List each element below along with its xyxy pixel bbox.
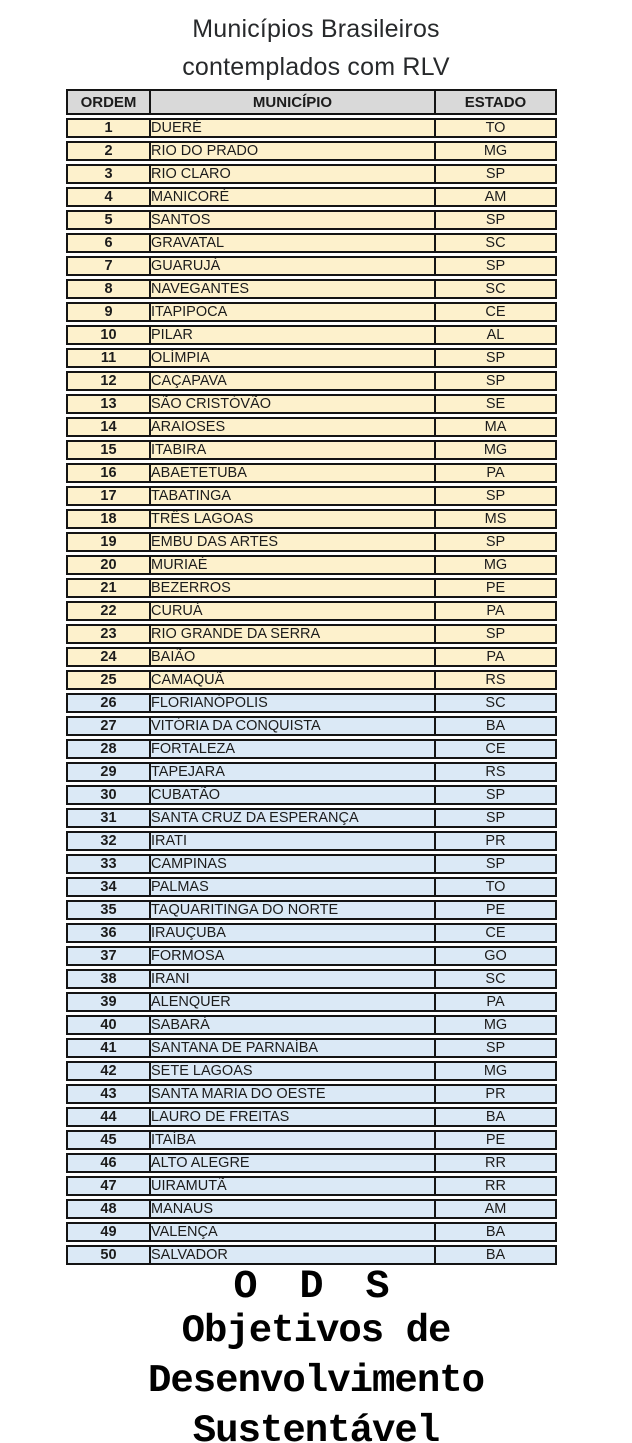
- municipio-cell: IRANI: [151, 969, 436, 989]
- estado-cell: MG: [436, 440, 557, 460]
- ordem-cell: 32: [66, 831, 151, 851]
- table-row: [66, 1107, 557, 1127]
- ordem-cell: 2: [66, 141, 151, 161]
- ods-line-2: Desenvolvimento: [147, 1359, 485, 1403]
- estado-cell: AM: [436, 1199, 557, 1219]
- ordem-cell: 45: [66, 1130, 151, 1150]
- ordem-cell: 36: [66, 923, 151, 943]
- table-row: [66, 1015, 557, 1035]
- ordem-cell: 1: [66, 118, 151, 138]
- estado-cell: SP: [436, 486, 557, 506]
- table-row: [66, 279, 557, 299]
- ordem-cell: 3: [66, 164, 151, 184]
- estado-cell: PE: [436, 578, 557, 598]
- estado-cell: CE: [436, 302, 557, 322]
- ods-line-3: Sustentável: [192, 1409, 440, 1443]
- table-row: [66, 256, 557, 276]
- table-row: [66, 1176, 557, 1196]
- municipio-cell: SABARÁ: [151, 1015, 436, 1035]
- estado-cell: PE: [436, 900, 557, 920]
- estado-cell: CE: [436, 923, 557, 943]
- municipio-cell: TAPEJARA: [151, 762, 436, 782]
- estado-cell: SP: [436, 808, 557, 828]
- ordem-cell: 40: [66, 1015, 151, 1035]
- municipios-table: [66, 86, 557, 1268]
- table-row: [66, 1199, 557, 1219]
- municipio-cell: FLORIANÓPOLIS: [151, 693, 436, 713]
- estado-cell: PA: [436, 463, 557, 483]
- table-row: [66, 900, 557, 920]
- table-row: [66, 302, 557, 322]
- table-row: [66, 440, 557, 460]
- table-row: [66, 762, 557, 782]
- ordem-cell: 16: [66, 463, 151, 483]
- estado-cell: SP: [436, 624, 557, 644]
- page-title-line-1: Municípios Brasileiros: [192, 15, 440, 43]
- estado-cell: AM: [436, 187, 557, 207]
- municipio-cell: SALVADOR: [151, 1245, 436, 1265]
- estado-cell: MG: [436, 141, 557, 161]
- municipio-cell: IRAUÇUBA: [151, 923, 436, 943]
- ordem-cell: 24: [66, 647, 151, 667]
- municipio-cell: PILAR: [151, 325, 436, 345]
- municipio-cell: CAMAQUÃ: [151, 670, 436, 690]
- ordem-cell: 18: [66, 509, 151, 529]
- municipio-cell: ITAÍBA: [151, 1130, 436, 1150]
- ordem-cell: 46: [66, 1153, 151, 1173]
- municipio-cell: TABATINGA: [151, 486, 436, 506]
- table-row: [66, 210, 557, 230]
- estado-cell: RS: [436, 670, 557, 690]
- ordem-cell: 6: [66, 233, 151, 253]
- table-row: [66, 854, 557, 874]
- estado-cell: PE: [436, 1130, 557, 1150]
- estado-cell: MS: [436, 509, 557, 529]
- ordem-cell: 7: [66, 256, 151, 276]
- ordem-cell: 34: [66, 877, 151, 897]
- municipio-cell: FORMOSA: [151, 946, 436, 966]
- table-row: [66, 716, 557, 736]
- ordem-cell: 4: [66, 187, 151, 207]
- municipio-cell: SETE LAGOAS: [151, 1061, 436, 1081]
- table-row: [66, 969, 557, 989]
- estado-cell: RR: [436, 1153, 557, 1173]
- estado-cell: SC: [436, 279, 557, 299]
- page-title: [0, 10, 632, 86]
- table-row: [66, 417, 557, 437]
- municipio-cell: RIO CLARO: [151, 164, 436, 184]
- estado-cell: SP: [436, 256, 557, 276]
- ordem-cell: 28: [66, 739, 151, 759]
- municipio-cell: ITAPIPOCA: [151, 302, 436, 322]
- table-row: [66, 1245, 557, 1265]
- table-row: [66, 1222, 557, 1242]
- municipio-cell: CURUÁ: [151, 601, 436, 621]
- municipio-cell: SÃO CRISTÓVÃO: [151, 394, 436, 414]
- municipio-cell: ABAETETUBA: [151, 463, 436, 483]
- municipio-cell: PALMAS: [151, 877, 436, 897]
- table-row: [66, 1061, 557, 1081]
- ordem-cell: 48: [66, 1199, 151, 1219]
- ordem-cell: 43: [66, 1084, 151, 1104]
- table-row: [66, 532, 557, 552]
- municipio-cell: IRATI: [151, 831, 436, 851]
- ordem-cell: 10: [66, 325, 151, 345]
- estado-cell: GO: [436, 946, 557, 966]
- ordem-cell: 47: [66, 1176, 151, 1196]
- table-row: [66, 1130, 557, 1150]
- estado-cell: MG: [436, 555, 557, 575]
- table-row: [66, 670, 557, 690]
- table-row: [66, 486, 557, 506]
- ordem-cell: 25: [66, 670, 151, 690]
- ordem-cell: 15: [66, 440, 151, 460]
- table-row: [66, 1153, 557, 1173]
- estado-cell: AL: [436, 325, 557, 345]
- municipio-cell: SANTA CRUZ DA ESPERANÇA: [151, 808, 436, 828]
- municipio-cell: TRÊS LAGOAS: [151, 509, 436, 529]
- ordem-cell: 26: [66, 693, 151, 713]
- estado-cell: BA: [436, 1245, 557, 1265]
- estado-cell: SE: [436, 394, 557, 414]
- municipio-cell: UIRAMUTÃ: [151, 1176, 436, 1196]
- table-row: [66, 1038, 557, 1058]
- table-row: [66, 187, 557, 207]
- ordem-cell: 17: [66, 486, 151, 506]
- municipio-cell: TAQUARITINGA DO NORTE: [151, 900, 436, 920]
- estado-cell: SC: [436, 693, 557, 713]
- ordem-cell: 23: [66, 624, 151, 644]
- table-row: [66, 624, 557, 644]
- estado-cell: SP: [436, 532, 557, 552]
- estado-cell: PR: [436, 831, 557, 851]
- table-row: [66, 463, 557, 483]
- estado-cell: SP: [436, 371, 557, 391]
- column-header-estado: ESTADO: [436, 89, 557, 115]
- table-row: [66, 509, 557, 529]
- ordem-cell: 37: [66, 946, 151, 966]
- ordem-cell: 35: [66, 900, 151, 920]
- table-row: [66, 693, 557, 713]
- ordem-cell: 30: [66, 785, 151, 805]
- municipio-cell: FORTALEZA: [151, 739, 436, 759]
- estado-cell: SP: [436, 785, 557, 805]
- municipio-cell: OLÍMPIA: [151, 348, 436, 368]
- ordem-cell: 22: [66, 601, 151, 621]
- municipio-cell: MURIAÉ: [151, 555, 436, 575]
- estado-cell: PA: [436, 992, 557, 1012]
- municipio-cell: GRAVATAL: [151, 233, 436, 253]
- estado-cell: PR: [436, 1084, 557, 1104]
- ordem-cell: 31: [66, 808, 151, 828]
- ods-footer: [0, 1265, 632, 1443]
- table-row: [66, 371, 557, 391]
- municipio-cell: ARAIOSES: [151, 417, 436, 437]
- estado-cell: MG: [436, 1015, 557, 1035]
- ordem-cell: 8: [66, 279, 151, 299]
- municipio-cell: RIO DO PRADO: [151, 141, 436, 161]
- table-row: [66, 578, 557, 598]
- table-row: [66, 233, 557, 253]
- estado-cell: MA: [436, 417, 557, 437]
- ordem-cell: 11: [66, 348, 151, 368]
- table-row: [66, 1084, 557, 1104]
- table-row: [66, 394, 557, 414]
- municipio-cell: CAMPINAS: [151, 854, 436, 874]
- municipio-cell: SANTANA DE PARNAÍBA: [151, 1038, 436, 1058]
- municipio-cell: VALENÇA: [151, 1222, 436, 1242]
- document-page: [0, 10, 632, 1443]
- estado-cell: CE: [436, 739, 557, 759]
- table-header-row: [66, 89, 557, 115]
- estado-cell: SP: [436, 348, 557, 368]
- table-row: [66, 164, 557, 184]
- table-row: [66, 325, 557, 345]
- table-row: [66, 141, 557, 161]
- ordem-cell: 44: [66, 1107, 151, 1127]
- municipio-cell: BEZERROS: [151, 578, 436, 598]
- ordem-cell: 39: [66, 992, 151, 1012]
- municipio-cell: ALENQUER: [151, 992, 436, 1012]
- estado-cell: BA: [436, 1222, 557, 1242]
- table-row: [66, 923, 557, 943]
- ordem-cell: 33: [66, 854, 151, 874]
- table-row: [66, 601, 557, 621]
- estado-cell: SC: [436, 969, 557, 989]
- ordem-cell: 41: [66, 1038, 151, 1058]
- ordem-cell: 21: [66, 578, 151, 598]
- table-row: [66, 808, 557, 828]
- municipio-cell: CAÇAPAVA: [151, 371, 436, 391]
- ods-line-1: Objetivos de: [181, 1309, 451, 1353]
- municipio-cell: BAIÃO: [151, 647, 436, 667]
- ordem-cell: 27: [66, 716, 151, 736]
- estado-cell: SP: [436, 854, 557, 874]
- ordem-cell: 49: [66, 1222, 151, 1242]
- estado-cell: PA: [436, 647, 557, 667]
- ordem-cell: 19: [66, 532, 151, 552]
- municipio-cell: SANTOS: [151, 210, 436, 230]
- ordem-cell: 14: [66, 417, 151, 437]
- ordem-cell: 38: [66, 969, 151, 989]
- estado-cell: TO: [436, 118, 557, 138]
- estado-cell: MG: [436, 1061, 557, 1081]
- municipio-cell: RIO GRANDE DA SERRA: [151, 624, 436, 644]
- municipio-cell: LAURO DE FREITAS: [151, 1107, 436, 1127]
- ordem-cell: 13: [66, 394, 151, 414]
- ordem-cell: 20: [66, 555, 151, 575]
- table-row: [66, 831, 557, 851]
- table-row: [66, 739, 557, 759]
- municipio-cell: EMBU DAS ARTES: [151, 532, 436, 552]
- table-row: [66, 647, 557, 667]
- ordem-cell: 29: [66, 762, 151, 782]
- ordem-cell: 12: [66, 371, 151, 391]
- ods-acronym: O D S: [233, 1265, 399, 1310]
- table-row: [66, 555, 557, 575]
- ordem-cell: 9: [66, 302, 151, 322]
- table-row: [66, 992, 557, 1012]
- estado-cell: RR: [436, 1176, 557, 1196]
- municipio-cell: DUERÉ: [151, 118, 436, 138]
- table-row: [66, 877, 557, 897]
- column-header-municipio: MUNICÍPIO: [151, 89, 436, 115]
- ordem-cell: 5: [66, 210, 151, 230]
- estado-cell: BA: [436, 716, 557, 736]
- estado-cell: RS: [436, 762, 557, 782]
- estado-cell: TO: [436, 877, 557, 897]
- municipio-cell: GUARUJÁ: [151, 256, 436, 276]
- municipio-cell: ITABIRA: [151, 440, 436, 460]
- estado-cell: SC: [436, 233, 557, 253]
- ordem-cell: 42: [66, 1061, 151, 1081]
- estado-cell: SP: [436, 210, 557, 230]
- table-row: [66, 348, 557, 368]
- page-title-line-2: contemplados com RLV: [182, 53, 450, 81]
- municipio-cell: VITÓRIA DA CONQUISTA: [151, 716, 436, 736]
- column-header-ordem: ORDEM: [66, 89, 151, 115]
- estado-cell: PA: [436, 601, 557, 621]
- municipio-cell: ALTO ALEGRE: [151, 1153, 436, 1173]
- estado-cell: BA: [436, 1107, 557, 1127]
- table-row: [66, 785, 557, 805]
- table-row: [66, 118, 557, 138]
- estado-cell: SP: [436, 1038, 557, 1058]
- table-row: [66, 946, 557, 966]
- municipio-cell: NAVEGANTES: [151, 279, 436, 299]
- municipio-cell: SANTA MARIA DO OESTE: [151, 1084, 436, 1104]
- municipio-cell: MANICORÉ: [151, 187, 436, 207]
- ordem-cell: 50: [66, 1245, 151, 1265]
- municipio-cell: MANAUS: [151, 1199, 436, 1219]
- municipio-cell: CUBATÃO: [151, 785, 436, 805]
- estado-cell: SP: [436, 164, 557, 184]
